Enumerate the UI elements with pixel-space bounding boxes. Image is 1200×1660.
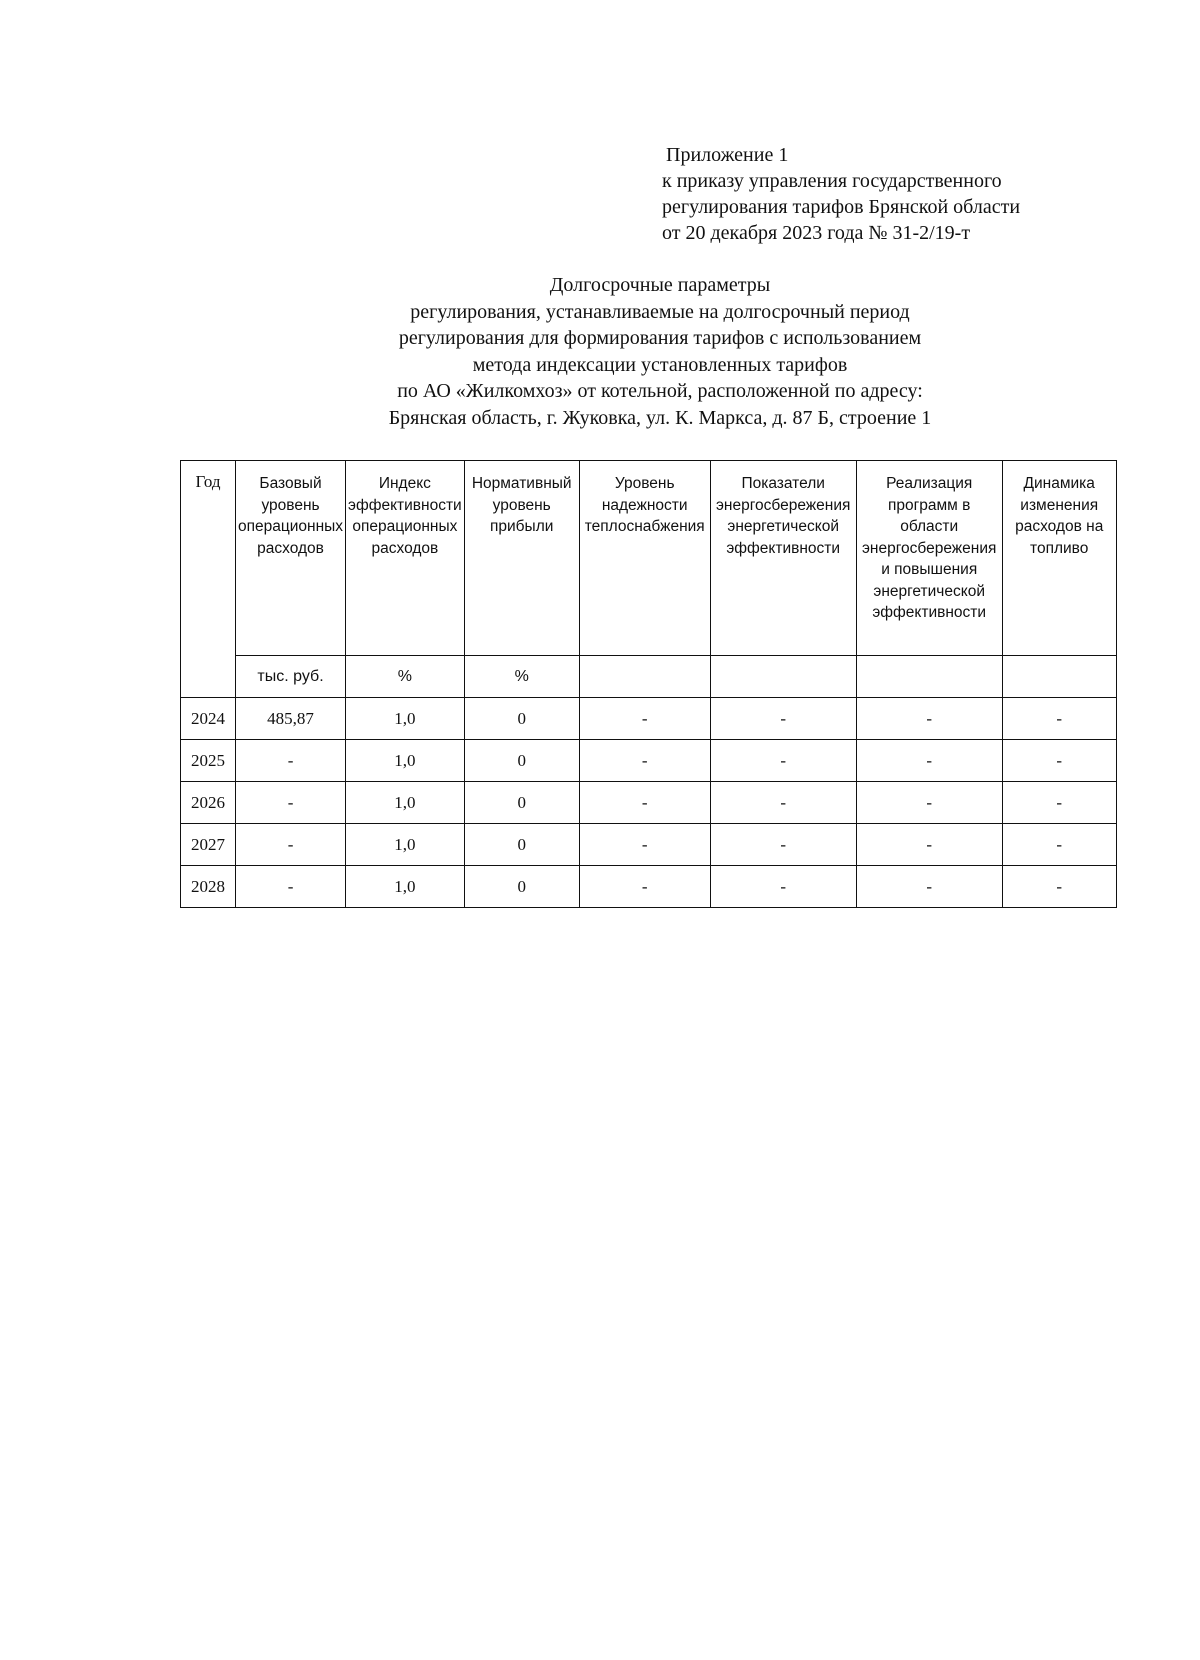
appendix-reference <box>662 142 1020 246</box>
table-cell: - <box>710 698 856 740</box>
table-cell: 1,0 <box>346 824 465 866</box>
table-cell: - <box>1002 698 1116 740</box>
unit-cell <box>710 656 856 698</box>
title-line: Долгосрочные параметры <box>549 274 771 296</box>
header-efficiency-index: Индекс эффективности операционных расходов <box>346 461 465 656</box>
table-cell: 0 <box>464 740 579 782</box>
table-cell: - <box>856 740 1002 782</box>
header-fuel-cost-dynamics: Динамика изменения расходов на топливо <box>1002 461 1116 656</box>
unit-cell <box>579 656 710 698</box>
unit-cell: тыс. руб. <box>236 656 346 698</box>
table-cell: - <box>1002 740 1116 782</box>
table-cell: - <box>579 824 710 866</box>
table-cell: - <box>236 782 346 824</box>
document-title <box>180 272 1140 431</box>
table-cell: 1,0 <box>346 740 465 782</box>
table-cell: - <box>236 740 346 782</box>
table-cell: - <box>236 824 346 866</box>
table-cell: - <box>856 824 1002 866</box>
table-cell: - <box>710 782 856 824</box>
table-cell: - <box>236 866 346 908</box>
title-line: по АО «Жилкомхоз» от котельной, расположенной по адресу: <box>397 380 923 402</box>
table-cell: - <box>579 740 710 782</box>
year-cell: 2024 <box>181 698 236 740</box>
header-year: Год <box>181 461 236 698</box>
table-row <box>181 824 1117 866</box>
unit-cell: % <box>346 656 465 698</box>
table-cell: - <box>710 740 856 782</box>
table-cell: - <box>1002 866 1116 908</box>
table-row <box>181 698 1117 740</box>
year-cell: 2025 <box>181 740 236 782</box>
appendix-line: к приказу управления государственного <box>662 170 1002 192</box>
table-cell: - <box>856 698 1002 740</box>
table-cell: - <box>856 782 1002 824</box>
header-base-opex: Базовый уровень операционных расходов <box>236 461 346 656</box>
table-cell: - <box>710 866 856 908</box>
unit-cell: % <box>464 656 579 698</box>
table-cell: - <box>856 866 1002 908</box>
table-row <box>181 866 1117 908</box>
title-line: Брянская область, г. Жуковка, ул. К. Маркса, д. 87 Б, строение 1 <box>388 406 932 429</box>
appendix-line: Приложение 1 <box>666 144 789 166</box>
table-cell: 0 <box>464 824 579 866</box>
table-cell: 1,0 <box>346 698 465 740</box>
parameters-table <box>180 460 1117 908</box>
table-cell: - <box>1002 824 1116 866</box>
unit-cell <box>856 656 1002 698</box>
year-cell: 2028 <box>181 866 236 908</box>
table-row <box>181 782 1117 824</box>
header-normative-profit: Нормативный уровень прибыли <box>464 461 579 656</box>
unit-cell <box>1002 656 1116 698</box>
table-cell: 0 <box>464 782 579 824</box>
header-reliability-level: Уровень надежности теплоснабжения <box>579 461 710 656</box>
appendix-line: регулирования тарифов Брянской области <box>662 196 1021 218</box>
title-line: регулирования, устанавливаемые на долгосрочный период <box>410 300 910 323</box>
table-cell: - <box>579 698 710 740</box>
table-row <box>181 740 1117 782</box>
table-cell: 1,0 <box>346 782 465 824</box>
table-cell: 0 <box>464 866 579 908</box>
table-cell: 0 <box>464 698 579 740</box>
table-cell: - <box>710 824 856 866</box>
year-cell: 2026 <box>181 782 236 824</box>
table-cell: 485,87 <box>236 698 346 740</box>
header-energy-saving-indicators: Показатели энергосбережения энергетической эффективности <box>710 461 856 656</box>
title-line: метода индексации установленных тарифов <box>472 353 848 376</box>
year-cell: 2027 <box>181 824 236 866</box>
appendix-line: от 20 декабря 2023 года № 31-2/19-т <box>662 222 971 244</box>
table-header-row <box>181 461 1117 656</box>
table-cell: - <box>579 866 710 908</box>
table-cell: 1,0 <box>346 866 465 908</box>
table-units-row <box>181 656 1117 698</box>
table-cell: - <box>1002 782 1116 824</box>
header-energy-programs: Реализация программ в области энергосбережения и повышения энергетической эффективности <box>856 461 1002 656</box>
title-line: регулирования для формирования тарифов с использованием <box>398 327 922 349</box>
table-cell: - <box>579 782 710 824</box>
